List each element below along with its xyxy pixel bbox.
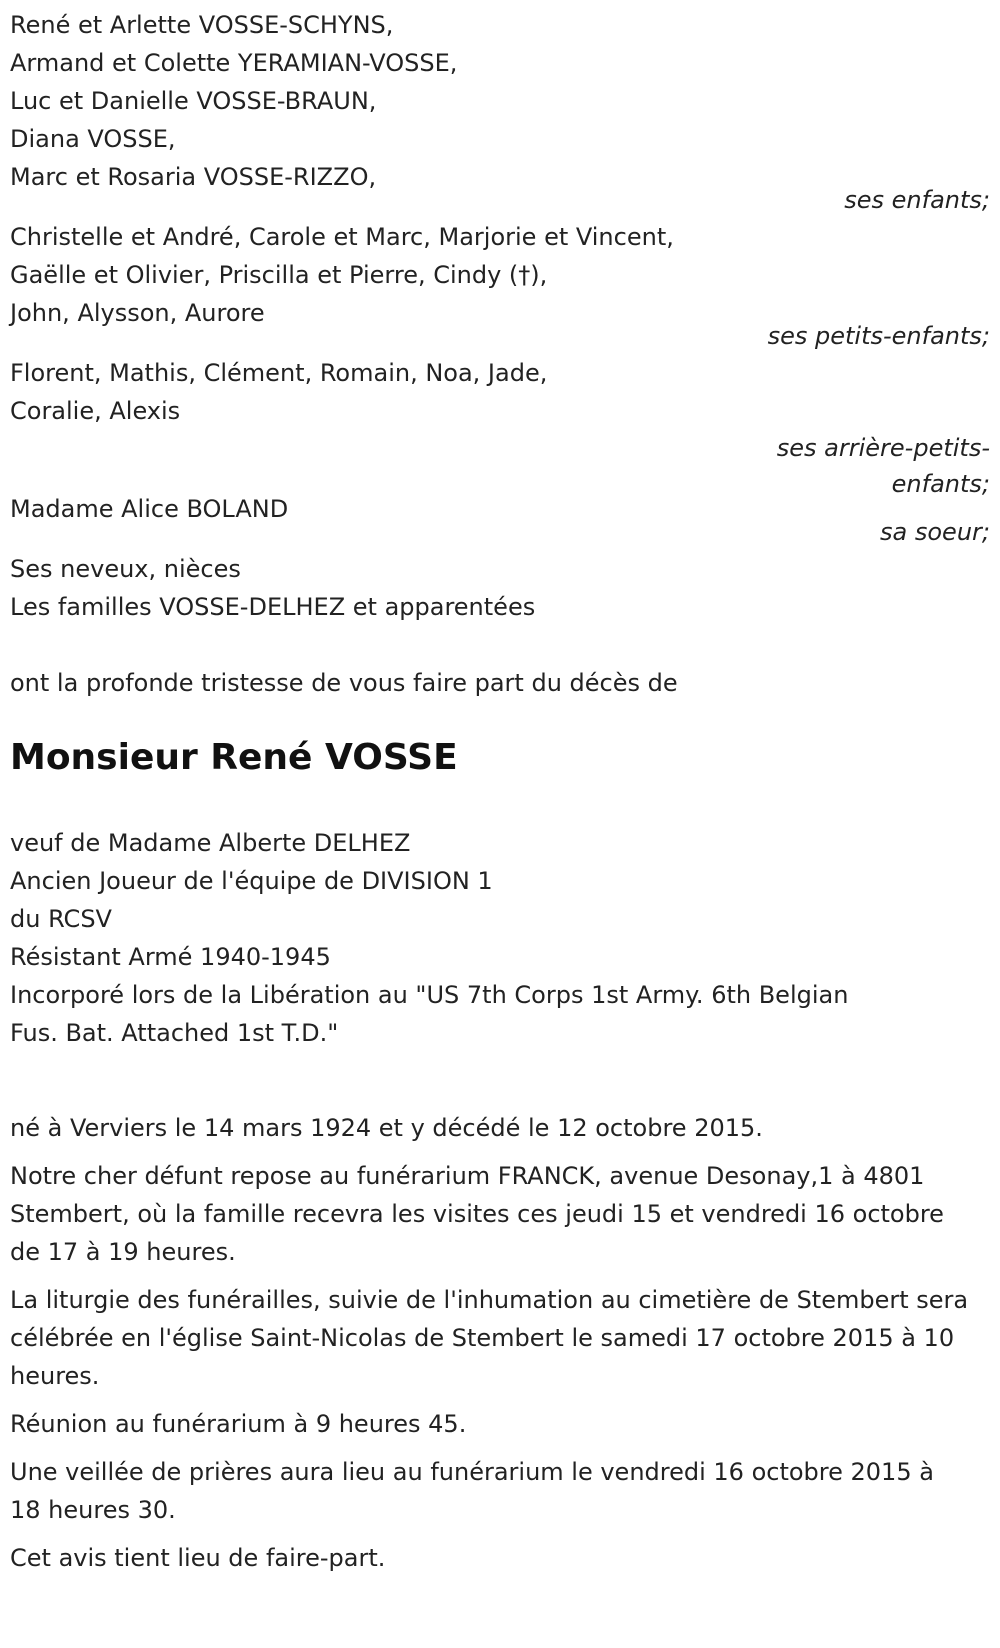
relation-label: ses petits-enfants; xyxy=(767,322,990,350)
family-line: Les familles VOSSE-DELHEZ et apparentées xyxy=(10,593,536,621)
bio-line: Fus. Bat. Attached 1st T.D." xyxy=(10,1019,339,1047)
bio-line: Incorporé lors de la Libération au "US 7th Corps 1st Army. 6th Belgian xyxy=(10,981,849,1009)
family-line: Diana VOSSE, xyxy=(10,125,176,153)
relation-label: ses enfants; xyxy=(844,186,990,214)
meeting-paragraph: Réunion au funérarium à 9 heures 45. xyxy=(10,1410,467,1438)
funeral-details-section xyxy=(10,1109,990,1587)
family-line: Madame Alice BOLAND xyxy=(10,495,289,523)
deceased-name: Monsieur René VOSSE xyxy=(10,737,458,778)
sister-section xyxy=(10,490,990,550)
notice-paragraph: Cet avis tient lieu de faire-part. xyxy=(10,1544,386,1572)
family-line: Marc et Rosaria VOSSE-RIZZO, xyxy=(10,163,377,191)
family-line: John, Alysson, Aurore xyxy=(10,299,265,327)
family-line: Christelle et André, Carole et Marc, Marjorie et Vincent, xyxy=(10,223,674,251)
family-line: Ses neveux, nièces xyxy=(10,555,241,583)
other-relatives-section xyxy=(10,550,990,626)
announcement-line: ont la profonde tristesse de vous faire part du décès de xyxy=(10,669,678,697)
visitation-paragraph: Notre cher défunt repose au funérarium FRANCK, avenue Desonay,1 à 4801 Stembert, où la famille recevra les visites ces jeudi 15 et vendredi 16 octobre de 17 à 19 heures. xyxy=(10,1162,944,1266)
family-line: Coralie, Alexis xyxy=(10,397,181,425)
family-line: René et Arlette VOSSE-SCHYNS, xyxy=(10,11,394,39)
family-line: Armand et Colette YERAMIAN-VOSSE, xyxy=(10,49,458,77)
liturgy-paragraph: La liturgie des funérailles, suivie de l'inhumation au cimetière de Stembert sera célébrée en l'église Saint-Nicolas de Stembert le samedi 17 octobre 2015 à 10 heures. xyxy=(10,1286,969,1390)
birth-death-paragraph: né à Verviers le 14 mars 1924 et y décédé le 12 octobre 2015. xyxy=(10,1114,763,1142)
family-line: Luc et Danielle VOSSE-BRAUN, xyxy=(10,87,377,115)
children-section xyxy=(10,6,990,218)
bio-line: du RCSV xyxy=(10,905,112,933)
great-grandchildren-section xyxy=(10,354,990,502)
family-line: Florent, Mathis, Clément, Romain, Noa, Jade, xyxy=(10,359,548,387)
bio-line: Ancien Joueur de l'équipe de DIVISION 1 xyxy=(10,867,493,895)
bio-line: Résistant Armé 1940-1945 xyxy=(10,943,331,971)
relation-label: ses arrière-petits- xyxy=(776,434,990,462)
vigil-paragraph: Une veillée de prières aura lieu au funérarium le vendredi 16 octobre 2015 à 18 heures 30. xyxy=(10,1458,934,1524)
relation-label: sa soeur; xyxy=(880,518,990,546)
family-line: Gaëlle et Olivier, Priscilla et Pierre, Cindy (†), xyxy=(10,261,548,289)
announcement-text xyxy=(10,664,990,702)
bio-line: veuf de Madame Alberte DELHEZ xyxy=(10,829,411,857)
grandchildren-section xyxy=(10,218,990,354)
relation-label: enfants; xyxy=(891,470,990,498)
biography-section xyxy=(10,824,990,1052)
